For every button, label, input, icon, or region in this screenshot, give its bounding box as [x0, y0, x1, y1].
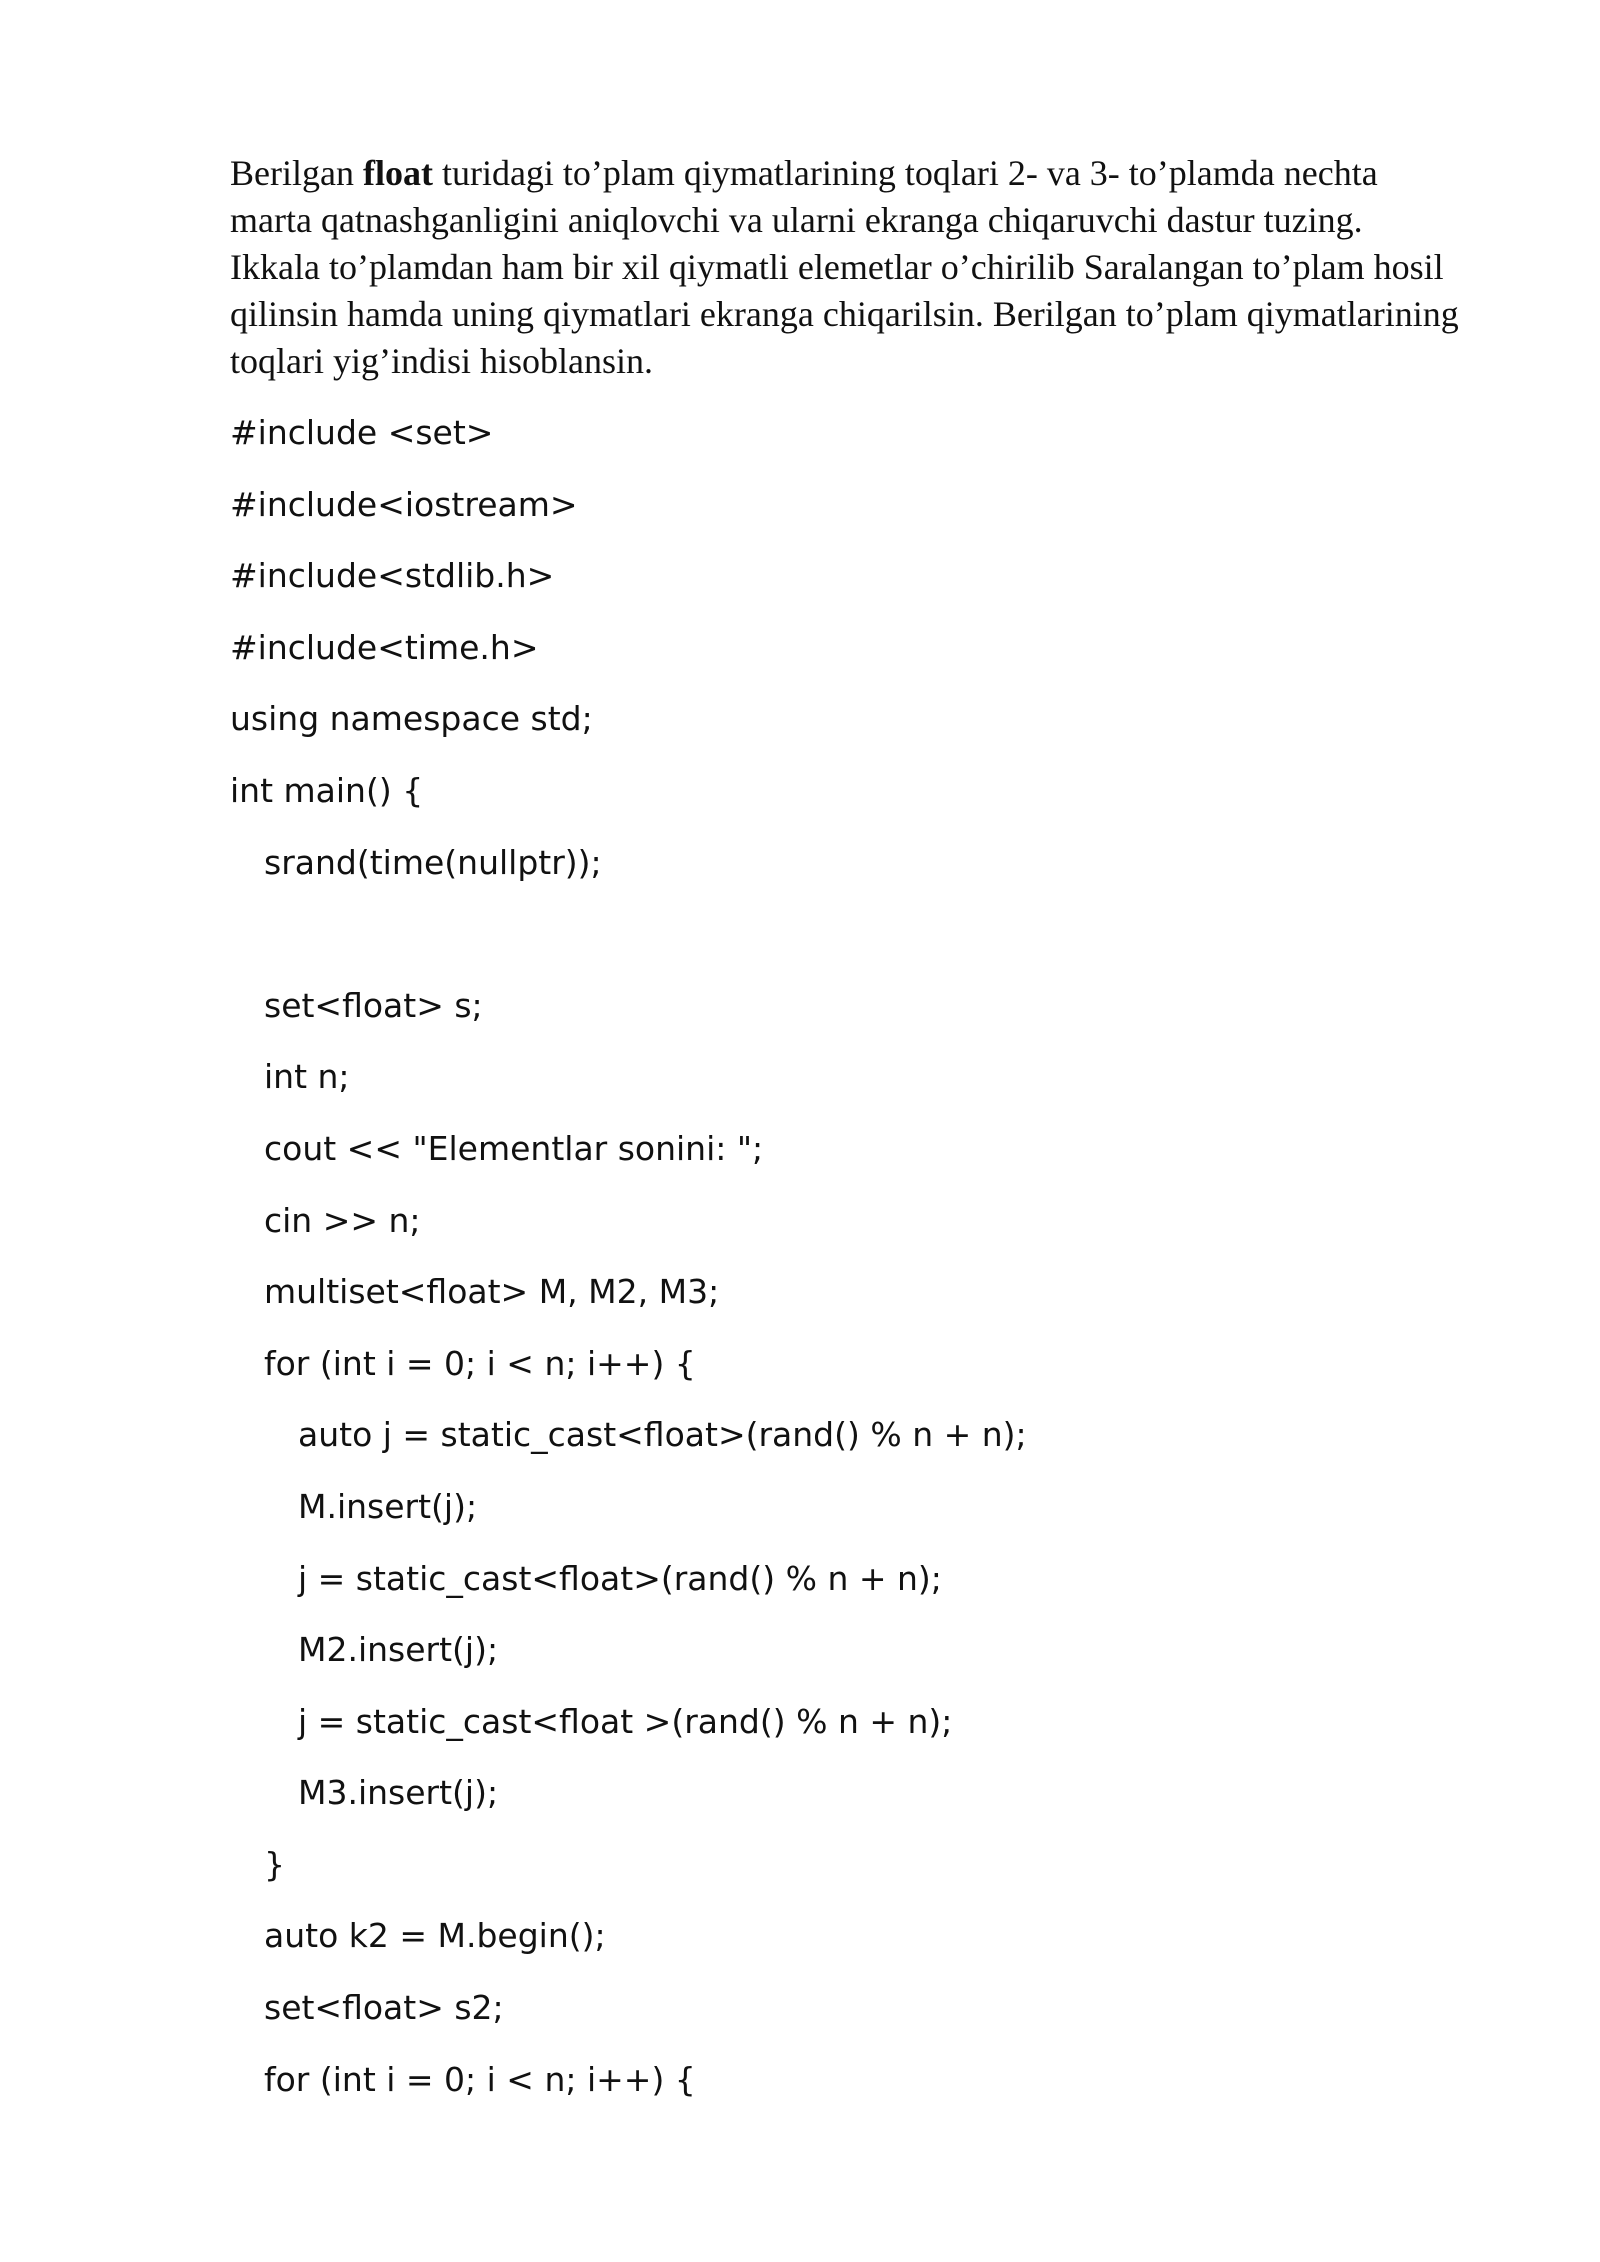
task-keyword: float [362, 153, 433, 193]
code-line: #include<iostream> [230, 484, 578, 524]
code-line: M3.insert(j); [298, 1773, 499, 1813]
code-line: set<float> s2; [264, 1988, 504, 2028]
code-line: #include<stdlib.h> [230, 556, 555, 596]
code-line: for (int i = 0; i < n; i++) { [264, 1343, 696, 1383]
task-rest: turidagi to’plam qiymatlarining toqlari 2- va 3- to’plamda nechta marta qatnashganligini aniqlovchi va ularni ekranga chiqaruvchi dastur tuzing. Ikkala to’plamdan ham bir xil qiymatli elemetlar o’chirilib Saralangan to’plam hosil qilinsin hamda uning qiymatlari ekranga chiqarilsin. Berilgan to’plam qiymatlarining toqlari yig’indisi hisoblansin. [230, 153, 1459, 381]
code-line: cin >> n; [264, 1200, 421, 1240]
code-line: j = static_cast<float >(rand() % n + n); [298, 1701, 953, 1741]
code-line: for (int i = 0; i < n; i++) { [264, 2059, 696, 2099]
code-line: #include <set> [230, 413, 494, 452]
code-line: int main() { [230, 770, 424, 810]
code-listing [230, 410, 1460, 2128]
code-line: auto k2 = M.begin(); [264, 1916, 606, 1956]
code-line: int n; [264, 1057, 350, 1097]
code-line: set<float> s; [264, 985, 483, 1025]
code-line: multiset<float> M, M2, M3; [264, 1272, 720, 1312]
code-line: j = static_cast<float>(rand() % n + n); [298, 1558, 942, 1598]
code-line [230, 911, 1460, 983]
code-line: } [264, 1844, 285, 1884]
code-line: cout << "Elementlar sonini: "; [264, 1128, 764, 1168]
code-line: #include<time.h> [230, 627, 539, 667]
code-line: using namespace std; [230, 699, 593, 739]
task-intro: Berilgan [230, 153, 363, 193]
code-line: M2.insert(j); [298, 1630, 499, 1670]
code-line: auto j = static_cast<float>(rand() % n + n); [298, 1415, 1027, 1455]
task-description [230, 150, 1460, 385]
code-line: srand(time(nullptr)); [264, 842, 602, 882]
code-line: M.insert(j); [298, 1486, 478, 1526]
